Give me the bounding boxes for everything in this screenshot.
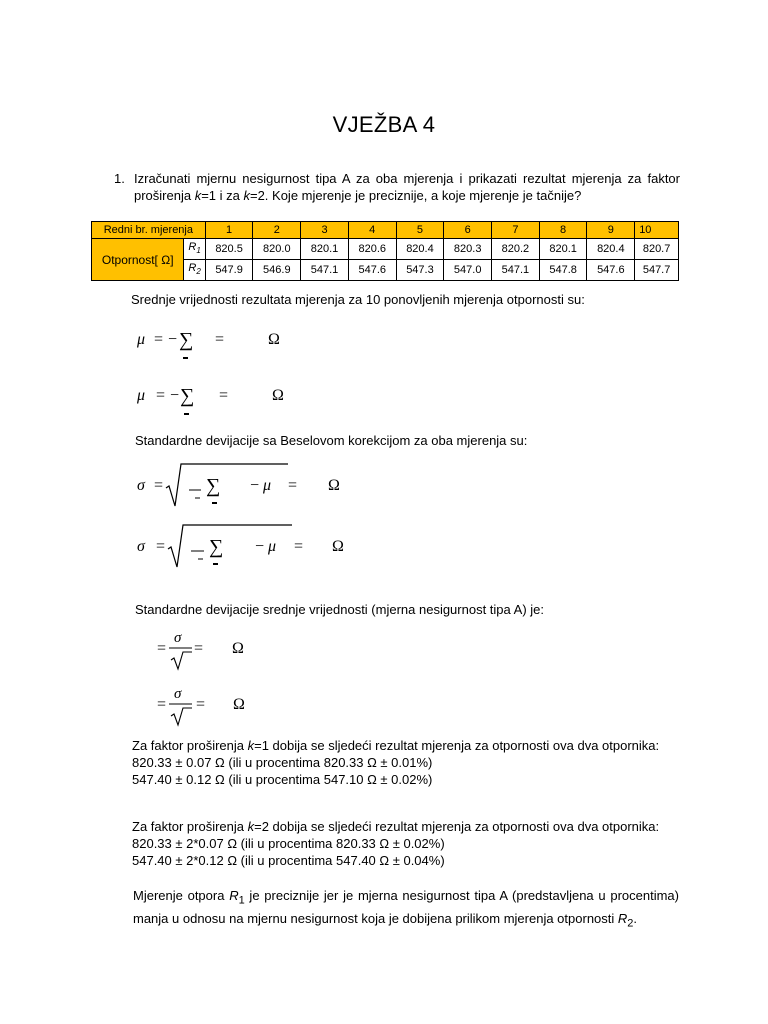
table-cell: 820.0: [253, 239, 301, 260]
task-statement: [114, 170, 680, 204]
table-col-header: 6: [444, 222, 492, 239]
table-cell: 547.1: [492, 260, 540, 281]
table-cell: 820.7: [635, 239, 679, 260]
formula-mark: [184, 413, 189, 415]
table-col-header: 4: [348, 222, 396, 239]
row-name-r2: $R_2$: [184, 260, 205, 281]
table-cell: 546.9: [253, 260, 301, 281]
table-col-header: 2: [253, 222, 301, 239]
table-row-label: Otpornost[ Ω]: [92, 239, 184, 281]
k1-result-r2: 547.40 ± 0.12 Ω (ili u procentima 547.10 Ω ± 0.02%): [132, 772, 433, 787]
table-col-header: 5: [396, 222, 444, 239]
table-cell: 547.3: [396, 260, 444, 281]
std-formula-1: σ = ∑ − μ = Ω: [137, 475, 340, 497]
table-cell: 547.9: [205, 260, 253, 281]
table-cell: 820.3: [444, 239, 492, 260]
table-col-header: 8: [539, 222, 587, 239]
table-col-header: 9: [587, 222, 635, 239]
fraction-sqrt: [169, 647, 193, 671]
mean-formula-2: μ = − ∑ = Ω: [137, 385, 284, 407]
table-col-header: 10: [635, 222, 679, 239]
table-cell: 820.1: [539, 239, 587, 260]
std-formula-2: σ = ∑ − μ = Ω: [137, 536, 344, 558]
mean-intro: Srednje vrijednosti rezultata mjerenja za 10 ponovljenih mjerenja otpornosti su:: [131, 292, 585, 307]
table-header-row: [92, 222, 679, 239]
table-col-header: 7: [492, 222, 540, 239]
conclusion: [133, 887, 679, 932]
table-cell: 547.7: [635, 260, 679, 281]
table-cell: 820.1: [301, 239, 349, 260]
table-cell: 547.6: [587, 260, 635, 281]
page-title: VJEŽBA 4: [332, 112, 436, 137]
formula-mark: [183, 357, 188, 359]
table-row: [92, 239, 679, 260]
k1-result-r1: 820.33 ± 0.07 Ω (ili u procentima 820.33 Ω ± 0.01%): [132, 755, 433, 770]
sem-formula-1: = σ = Ω: [157, 630, 244, 657]
table-cell: 820.5: [205, 239, 253, 260]
sqrt-radical: [167, 523, 293, 569]
table-cell: 547.1: [301, 260, 349, 281]
k1-intro: Za faktor proširenja k=1 dobija se sljedeći rezultat mjerenja za otpornosti ova dva otpornika:: [132, 738, 660, 753]
sqrt-radical: [165, 462, 289, 508]
table-header-label: Redni br. mjerenja: [92, 222, 206, 239]
task-line-1: Izračunati mjernu nesigurnost tipa A za oba mjerenja i prikazati rezultat mjerenja za faktor: [134, 171, 680, 186]
fraction-sqrt: [169, 703, 193, 727]
task-number: 1.: [114, 171, 125, 186]
table-col-header: 1: [205, 222, 253, 239]
table-cell: 820.2: [492, 239, 540, 260]
measurement-table: [91, 221, 679, 281]
sem-intro: Standardne devijacije srednje vrijednosti (mjerna nesigurnost tipa A) je:: [135, 602, 544, 617]
std-intro: Standardne devijacije sa Beselovom korekcijom za oba mjerenja su:: [135, 433, 528, 448]
task-line-2: proširenja k=1 i za k=2. Koje mjerenje je preciznije, a koje mjerenje je tačnije?: [134, 188, 582, 203]
conclusion-line-2: manja u odnosu na mjernu nesigurnost koja je dobijena prilikom mjerenja otpornosti $R_2$.: [133, 910, 638, 930]
table-cell: 547.8: [539, 260, 587, 281]
k2-result-r1: 820.33 ± 2*0.07 Ω (ili u procentima 820.33 Ω ± 0.02%): [132, 836, 445, 851]
k2-result-r2: 547.40 ± 2*0.12 Ω (ili u procentima 547.40 Ω ± 0.04%): [132, 853, 445, 868]
table-cell: 547.6: [348, 260, 396, 281]
table-cell: 820.4: [396, 239, 444, 260]
sem-formula-2: = σ = Ω: [157, 686, 245, 713]
k2-intro: Za faktor proširenja k=2 dobija se sljedeći rezultat mjerenja za otpornosti ova dva otpornika:: [132, 819, 660, 834]
k1-block: [132, 737, 677, 788]
table-cell: 820.4: [587, 239, 635, 260]
conclusion-line-1: Mjerenje otpora $R_1$ je preciznije jer je mjerna nesigurnost tipa A (predstavljena u procentima): [133, 888, 679, 907]
table-col-header: 3: [301, 222, 349, 239]
mean-formula-1: μ = − ∑ = Ω: [137, 329, 280, 351]
row-name-r1: $R_1$: [184, 239, 205, 260]
k2-block: [132, 818, 677, 869]
table-cell: 820.6: [348, 239, 396, 260]
table-cell: 547.0: [444, 260, 492, 281]
